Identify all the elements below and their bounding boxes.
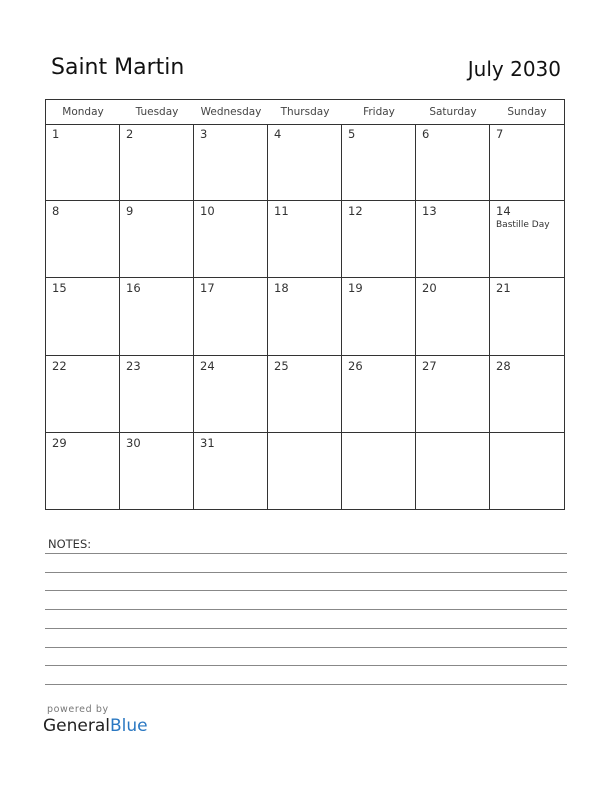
- generalblue-logo[interactable]: [43, 716, 148, 736]
- note-line: [45, 609, 567, 610]
- calendar-title: Saint Martin: [51, 55, 185, 80]
- weekday-wednesday: Wednesday: [200, 106, 262, 118]
- weekday-saturday: Saturday: [429, 106, 477, 118]
- day-number: 27: [422, 358, 437, 373]
- weekday-tuesday: Tuesday: [135, 106, 179, 118]
- day-cell[interactable]: [46, 124, 120, 201]
- day-cell[interactable]: [416, 124, 490, 201]
- day-cell[interactable]: [342, 124, 416, 201]
- day-number: 14: [496, 204, 511, 219]
- day-cell[interactable]: [46, 278, 120, 355]
- day-cell[interactable]: [194, 433, 268, 510]
- day-cell[interactable]: [342, 201, 416, 278]
- day-cell[interactable]: [46, 433, 120, 510]
- day-number: 22: [52, 358, 67, 373]
- day-cell[interactable]: [194, 356, 268, 433]
- day-cell[interactable]: [268, 201, 342, 278]
- day-number: 6: [422, 127, 430, 141]
- weekday-monday: Monday: [62, 106, 104, 118]
- day-cell[interactable]: [268, 124, 342, 201]
- day-number: 13: [422, 204, 437, 219]
- day-number: 23: [126, 358, 141, 373]
- day-cell[interactable]: [490, 433, 564, 510]
- day-cell[interactable]: [490, 201, 564, 278]
- day-number: 7: [496, 127, 504, 141]
- day-cell[interactable]: [416, 356, 490, 433]
- day-cell[interactable]: [194, 124, 268, 201]
- day-cell[interactable]: [194, 201, 268, 278]
- brand-blue: Blue: [110, 716, 148, 736]
- day-cell[interactable]: [416, 278, 490, 355]
- day-number: 1: [52, 127, 60, 141]
- day-number: 5: [348, 127, 356, 141]
- day-cell[interactable]: [268, 278, 342, 355]
- weekday-sunday: Sunday: [507, 106, 547, 118]
- day-number: 31: [200, 435, 215, 450]
- brand-general: General: [43, 716, 110, 736]
- day-number: 16: [126, 281, 141, 296]
- day-number: 26: [348, 358, 363, 373]
- day-number: 9: [126, 204, 134, 219]
- note-line: [45, 628, 567, 629]
- note-line: [45, 665, 567, 666]
- calendar-grid: [45, 99, 565, 510]
- note-line: [45, 553, 567, 554]
- weekday-friday: Friday: [363, 106, 395, 118]
- day-number: 25: [274, 358, 289, 373]
- day-number: 18: [274, 281, 289, 296]
- note-line: [45, 684, 567, 685]
- note-line: [45, 647, 567, 648]
- day-cell[interactable]: [342, 433, 416, 510]
- day-number: 2: [126, 127, 134, 141]
- day-number: 17: [200, 281, 215, 296]
- powered-by-text: powered by: [47, 704, 109, 715]
- day-number: 21: [496, 281, 511, 296]
- note-line: [45, 590, 567, 591]
- day-cell[interactable]: [46, 201, 120, 278]
- day-number: 28: [496, 358, 511, 373]
- day-cell[interactable]: [120, 201, 194, 278]
- day-cell[interactable]: [490, 356, 564, 433]
- day-cell[interactable]: [342, 278, 416, 355]
- day-cell[interactable]: [194, 278, 268, 355]
- day-number: 10: [200, 204, 215, 219]
- day-number: 19: [348, 281, 363, 296]
- day-cells: [46, 124, 564, 510]
- weekday-header: [46, 100, 564, 125]
- holiday-label: Bastille Day: [496, 220, 550, 231]
- day-cell[interactable]: [46, 356, 120, 433]
- day-number: 29: [52, 435, 67, 450]
- day-cell[interactable]: [342, 356, 416, 433]
- day-number: 3: [200, 127, 208, 141]
- day-number: 20: [422, 281, 437, 296]
- notes-label: NOTES:: [48, 537, 92, 551]
- day-number: 15: [52, 281, 67, 296]
- day-cell[interactable]: [120, 433, 194, 510]
- day-cell[interactable]: [268, 433, 342, 510]
- day-number: 24: [200, 358, 215, 373]
- day-number: 11: [274, 204, 289, 219]
- calendar-month: July 2030: [467, 57, 561, 81]
- day-cell[interactable]: [120, 124, 194, 201]
- day-number: 30: [126, 435, 141, 450]
- day-number: 12: [348, 204, 363, 219]
- note-line: [45, 572, 567, 573]
- day-number: 8: [52, 204, 60, 219]
- day-cell[interactable]: [268, 356, 342, 433]
- day-cell[interactable]: [416, 201, 490, 278]
- day-cell[interactable]: [120, 278, 194, 355]
- day-cell[interactable]: [490, 278, 564, 355]
- day-cell[interactable]: [120, 356, 194, 433]
- day-cell[interactable]: [490, 124, 564, 201]
- day-cell[interactable]: [416, 433, 490, 510]
- weekday-thursday: Thursday: [280, 106, 330, 118]
- day-number: 4: [274, 127, 282, 141]
